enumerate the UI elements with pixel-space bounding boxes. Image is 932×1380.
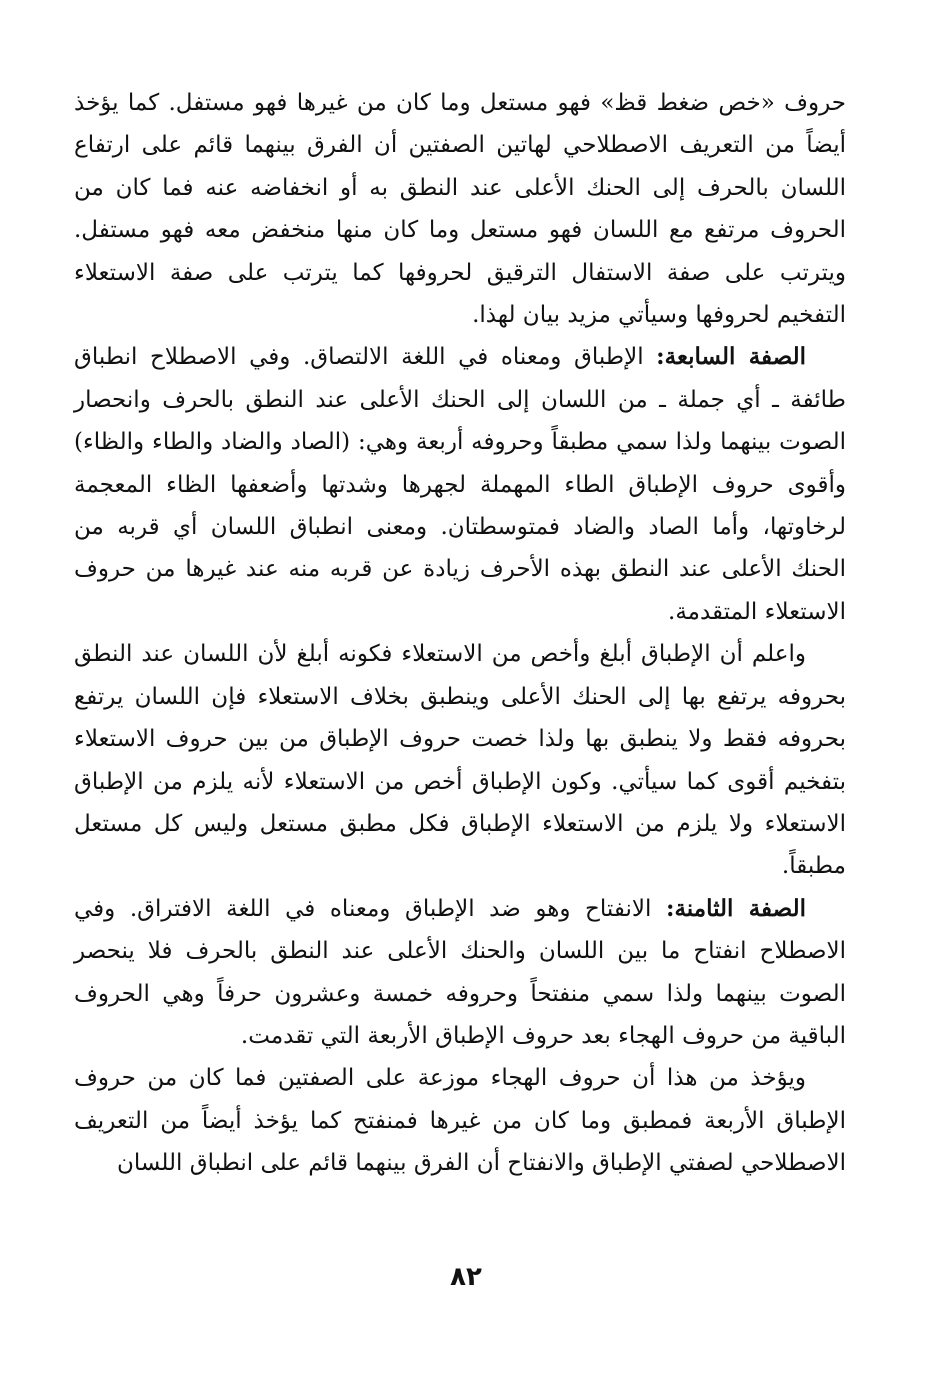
paragraph-itbaq-comparison xyxy=(74,633,846,887)
section-heading-eighth: الصفة الثامنة: xyxy=(665,894,806,922)
paragraph-text: الإطباق ومعناه في اللغة الالتصاق. وفي الاصطلاح انطباق طائفة ـ أي جملة ـ من اللسان إلى الحنك الأعلى عند النطق بالحرف وانحصار الصوت بينهما ولذا سمي مطبقاً وحروفه أربعة وهي: (الصاد والضاد والطاء والظاء) وأقوى حروف الإطباق الطاء المهملة لجهرها وشدتها وأضعفها الظاء المعجمة لرخاوتها، وأما الصاد والضاد فمتوسطتان. ومعنى انطباق اللسان أي قربه من الحنك الأعلى عند النطق بهذه الأحرف زيادة عن قربه منه عند غيرها من حروف الاستعلاء المتقدمة. xyxy=(74,344,846,625)
paragraph-distribution xyxy=(74,1057,846,1184)
paragraph-istifal xyxy=(74,82,846,336)
paragraph-eighth-attribute xyxy=(74,888,846,1058)
paragraph-text: ويؤخذ من هذا أن حروف الهجاء موزعة على الصفتين فما كان من حروف الإطباق الأربعة فمطبق وما كان من غيرها فمنفتح كما يؤخذ أيضاً من التعريف الاصطلاحي لصفتي الإطباق والانفتاح أن الفرق بينهما قائم على انطباق اللسان xyxy=(74,1065,846,1177)
page-number: ٨٢ xyxy=(450,1262,482,1292)
body-text xyxy=(74,82,846,1185)
section-heading-seventh: الصفة السابعة: xyxy=(656,343,807,371)
paragraph-text: حروف «خص ضغط قظ» فهو مستعل وما كان من غيرها فهو مستفل. كما يؤخذ أيضاً من التعريف الاصطلاحي لهاتين الصفتين أن الفرق بينهما قائم على ارتفاع اللسان بالحرف إلى الحنك الأعلى عند النطق به أو انخفاضه عنه فما كان من الحروف مرتفع مع اللسان فهو مستعل وما كان منها منخفض معه فهو مستفل. ويترتب على صفة الاستفال الترقيق لحروفها كما يترتب على صفة الاستعلاء التفخيم لحروفها وسيأتي مزيد بيان لهذا. xyxy=(74,90,846,329)
paragraph-text: واعلم أن الإطباق أبلغ وأخص من الاستعلاء فكونه أبلغ لأن اللسان عند النطق بحروفه يرتفع بها إلى الحنك الأعلى وينطبق بخلاف الاستعلاء فإن اللسان يرتفع بحروفه فقط ولا ينطبق بها ولذا خصت حروف الإطباق من بين حروف الاستعلاء بتفخيم أقوى كما سيأتي. وكون الإطباق أخص من الاستعلاء لأنه يلزم من الإطباق الاستعلاء ولا يلزم من الاستعلاء الإطباق فكل مطبق مستعل وليس كل مستعل مطبقاً. xyxy=(74,641,846,880)
paragraph-text: الانفتاح وهو ضد الإطباق ومعناه في اللغة الافتراق. وفي الاصطلاح انفتاح ما بين اللسان والحنك الأعلى عند النطق بالحرف فلا ينحصر الصوت بينهما ولذا سمي منفتحاً وحروفه خمسة وعشرون حرفاً وهي الحروف الباقية من حروف الهجاء بعد حروف الإطباق الأربعة التي تقدمت. xyxy=(74,895,846,1049)
paragraph-seventh-attribute xyxy=(74,336,846,633)
